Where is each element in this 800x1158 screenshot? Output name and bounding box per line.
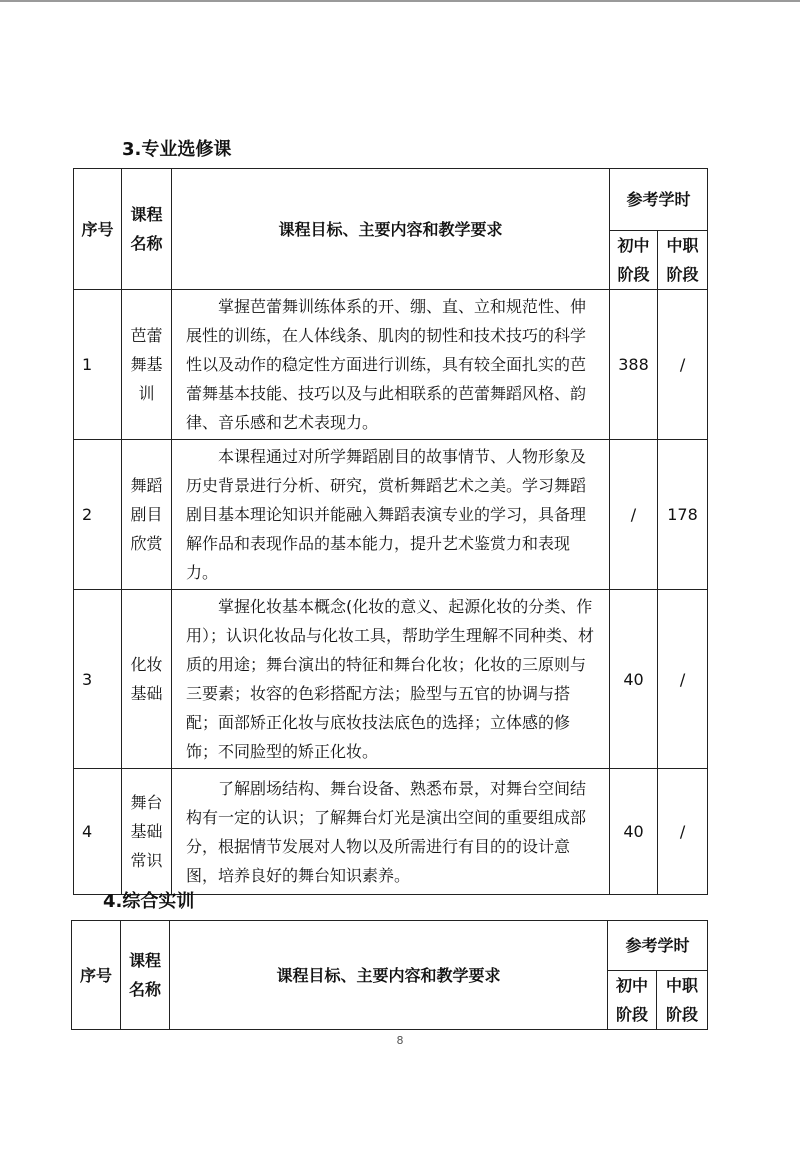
row-course-name: 化妆 基础 (122, 590, 172, 769)
header-content: 课程目标、主要内容和教学要求 (172, 169, 610, 290)
header-course-name: 课程 名称 (122, 169, 172, 290)
header-vocational-stage: 中职 阶段 (657, 971, 708, 1030)
header-junior-stage: 初中 阶段 (608, 971, 657, 1030)
row-description: 本课程通过对所学舞蹈剧目的故事情节、人物形象及历史背景进行分析、研究，赏析舞蹈艺术之美。学习舞蹈剧目基本理论知识并能融入舞蹈表演专业的学习，具备理解作品和表现作品的基本能力，提升艺术鉴赏力和表现力。 (172, 440, 610, 590)
row-seq: 1 (74, 290, 122, 440)
table-row (74, 290, 708, 440)
row-vocational-hours: 178 (658, 440, 708, 590)
row-seq: 2 (74, 440, 122, 590)
row-vocational-hours: / (658, 590, 708, 769)
row-junior-hours: 388 (610, 290, 658, 440)
table-row (74, 590, 708, 769)
header-hours: 参考学时 (610, 169, 708, 231)
header-vocational-stage: 中职 阶段 (658, 231, 708, 290)
header-course-name: 课程 名称 (121, 921, 170, 1030)
row-vocational-hours: / (658, 769, 708, 895)
header-seq: 序号 (74, 169, 122, 290)
row-course-name: 舞台 基础 常识 (122, 769, 172, 895)
row-description: 掌握芭蕾舞训练体系的开、绷、直、立和规范性、伸展性的训练，在人体线条、肌肉的韧性和技术技巧的科学性以及动作的稳定性方面进行训练，具有较全面扎实的芭蕾舞基本技能、技巧以及与此相联系的芭蕾舞蹈风格、韵律、音乐感和艺术表现力。 (172, 290, 610, 440)
row-junior-hours: / (610, 440, 658, 590)
table-row (74, 440, 708, 590)
row-description: 了解剧场结构、舞台设备、熟悉布景，对舞台空间结构有一定的认识；了解舞台灯光是演出空间的重要组成部分，根据情节发展对人物以及所需进行有目的的设计意图，培养良好的舞台知识素养。 (172, 769, 610, 895)
row-description: 掌握化妆基本概念(化妆的意义、起源化妆的分类、作用）；认识化妆品与化妆工具，帮助学生理解不同种类、材质的用途；舞台演出的特征和舞台化妆；化妆的三原则与三要素；妆容的色彩搭配方法；脸型与五官的协调与搭配；面部矫正化妆与底妆技法底色的选择；立体感的修饰；不同脸型的矫正化妆。 (172, 590, 610, 769)
row-junior-hours: 40 (610, 769, 658, 895)
row-course-name: 芭蕾 舞基 训 (122, 290, 172, 440)
section-heading-elective: 3.专业选修课 (122, 139, 232, 160)
header-hours: 参考学时 (608, 921, 708, 971)
section-heading-practical-training: 4.综合实训 (103, 891, 195, 912)
header-content: 课程目标、主要内容和教学要求 (170, 921, 608, 1030)
top-border (0, 0, 800, 2)
row-junior-hours: 40 (610, 590, 658, 769)
row-vocational-hours: / (658, 290, 708, 440)
header-seq: 序号 (72, 921, 121, 1030)
row-seq: 4 (74, 769, 122, 895)
table-header-row (74, 169, 708, 231)
elective-course-table (73, 168, 708, 895)
row-seq: 3 (74, 590, 122, 769)
row-course-name: 舞蹈 剧目 欣赏 (122, 440, 172, 590)
page-number: 8 (396, 1034, 404, 1047)
practical-training-table (71, 920, 708, 1030)
header-junior-stage: 初中 阶段 (610, 231, 658, 290)
table-row (74, 769, 708, 895)
table-header-row (72, 921, 708, 971)
